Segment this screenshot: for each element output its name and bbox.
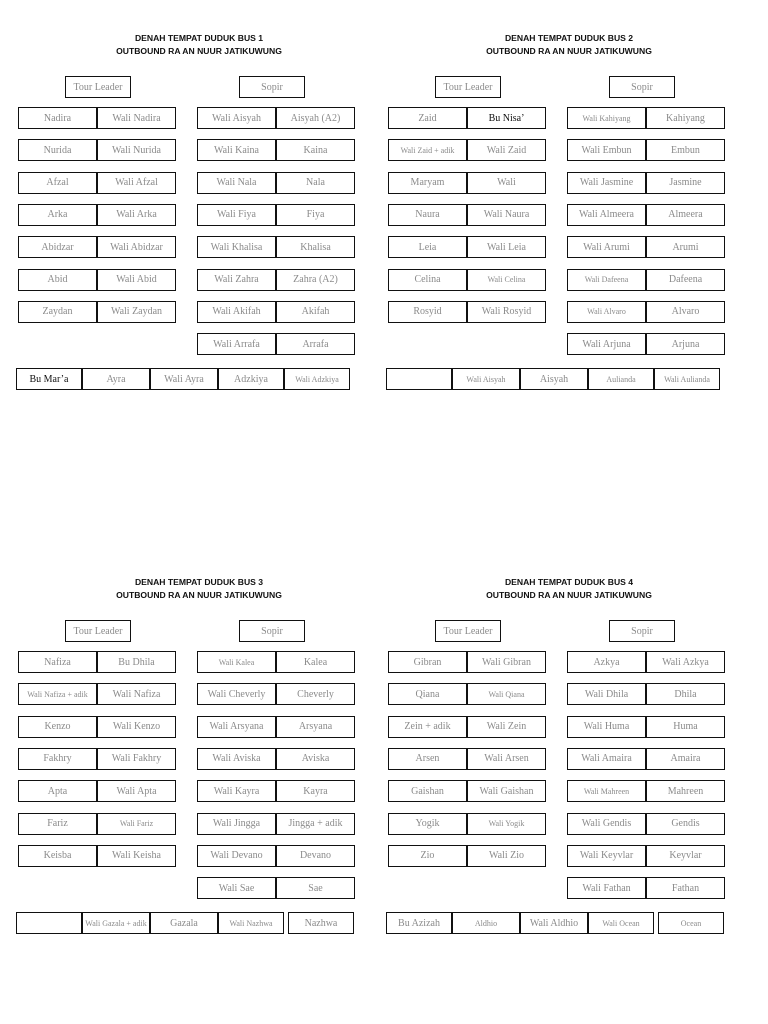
seat: Wali Gendis: [567, 813, 646, 835]
seat: Zein + adik: [388, 716, 467, 738]
seat: Wali Zaid + adik: [388, 139, 467, 161]
back-row-seat: [386, 368, 452, 390]
seat: Kalea: [276, 651, 355, 673]
seat: Nadira: [18, 107, 97, 129]
seat: Wali Gibran: [467, 651, 546, 673]
back-row-seat: Wali Ayra: [150, 368, 218, 390]
seat: Embun: [646, 139, 725, 161]
tour-leader-seat: Tour Leader: [65, 76, 131, 98]
seat: Wali Aisyah: [197, 107, 276, 129]
seat: Fathan: [646, 877, 725, 899]
seat: Zahra (A2): [276, 269, 355, 291]
seat: Wali Fakhry: [97, 748, 176, 770]
seat: Wali Yogik: [467, 813, 546, 835]
bus-subtitle: OUTBOUND RA AN NUUR JATIKUWUNG: [116, 46, 282, 56]
seat: Wali Zio: [467, 845, 546, 867]
seat: Amaira: [646, 748, 725, 770]
seat: Yogik: [388, 813, 467, 835]
seat: Apta: [18, 780, 97, 802]
seat: Kenzo: [18, 716, 97, 738]
seat: Wali Nadira: [97, 107, 176, 129]
back-row-seat: Wali Aisyah: [452, 368, 520, 390]
tour-leader-seat: Tour Leader: [435, 76, 501, 98]
seat: Wali Leia: [467, 236, 546, 258]
tour-leader-seat: Tour Leader: [435, 620, 501, 642]
bus-title: DENAH TEMPAT DUDUK BUS 1: [134, 33, 264, 43]
seat: Jingga + adik: [276, 813, 355, 835]
seat: Almeera: [646, 204, 725, 226]
seat: Wali Arsyana: [197, 716, 276, 738]
back-row-seat: Wali Nazhwa: [218, 912, 284, 934]
seat: Wali Abidzar: [97, 236, 176, 258]
seat: Cheverly: [276, 683, 355, 705]
seat: Dhila: [646, 683, 725, 705]
back-row-seat: Aulianda: [588, 368, 654, 390]
seat: Wali Fathan: [567, 877, 646, 899]
seat: Wali Abid: [97, 269, 176, 291]
seat: Devano: [276, 845, 355, 867]
seat: Wali Khalisa: [197, 236, 276, 258]
seat: Kayra: [276, 780, 355, 802]
seat: Wali Arrafa: [197, 333, 276, 355]
seat: Nala: [276, 172, 355, 194]
seat: Wali Keyvlar: [567, 845, 646, 867]
seat: Wali Cheverly: [197, 683, 276, 705]
tour-leader-seat: Tour Leader: [65, 620, 131, 642]
seat: Bu Dhila: [97, 651, 176, 673]
seat: Keyvlar: [646, 845, 725, 867]
seat: Wali Azkya: [646, 651, 725, 673]
seat: Wali Dhila: [567, 683, 646, 705]
seat: Wali Amaira: [567, 748, 646, 770]
bus-subtitle: OUTBOUND RA AN NUUR JATIKUWUNG: [116, 590, 282, 600]
back-row-seat: Ocean: [658, 912, 724, 934]
back-row-seat: Wali Aldhio: [520, 912, 588, 934]
bus-subtitle: OUTBOUND RA AN NUUR JATIKUWUNG: [486, 46, 652, 56]
seat: Khalisa: [276, 236, 355, 258]
seat: Wali Devano: [197, 845, 276, 867]
back-row-seat: Nazhwa: [288, 912, 354, 934]
seat: Wali Zein: [467, 716, 546, 738]
seat: Fiya: [276, 204, 355, 226]
seat: Wali Sae: [197, 877, 276, 899]
seat: Wali Keisha: [97, 845, 176, 867]
seat: Keisba: [18, 845, 97, 867]
seat: Wali Nafiza: [97, 683, 176, 705]
seat: Wali Almeera: [567, 204, 646, 226]
seat: Leia: [388, 236, 467, 258]
seat: Mahreen: [646, 780, 725, 802]
seat: Wali Nafiza + adik: [18, 683, 97, 705]
seat: Gaishan: [388, 780, 467, 802]
seat: Fariz: [18, 813, 97, 835]
seat: Wali Arumi: [567, 236, 646, 258]
seat: Wali Fariz: [97, 813, 176, 835]
back-row-seat: Wali Ocean: [588, 912, 654, 934]
seat: Dafeena: [646, 269, 725, 291]
seat: Arjuna: [646, 333, 725, 355]
seat: Wali Celina: [467, 269, 546, 291]
seat: Wali Afzal: [97, 172, 176, 194]
seat: Arsen: [388, 748, 467, 770]
seat: Wali Arka: [97, 204, 176, 226]
back-row-seat: Ayra: [82, 368, 150, 390]
seat: Wali Apta: [97, 780, 176, 802]
back-row-seat: Aldhio: [452, 912, 520, 934]
back-row-seat: Bu Mar’a: [16, 368, 82, 390]
seat: Azkya: [567, 651, 646, 673]
back-row-seat: [16, 912, 82, 934]
seat: Naura: [388, 204, 467, 226]
seat: Wali Zahra: [197, 269, 276, 291]
back-row-seat: Wali Gazala + adik: [82, 912, 150, 934]
bus-subtitle: OUTBOUND RA AN NUUR JATIKUWUNG: [486, 590, 652, 600]
seat: Kahiyang: [646, 107, 725, 129]
seat: Wali Kayra: [197, 780, 276, 802]
seat: Akifah: [276, 301, 355, 323]
seat: Wali Nala: [197, 172, 276, 194]
seat: Wali Zaid: [467, 139, 546, 161]
seat: Arsyana: [276, 716, 355, 738]
seat: Wali Zaydan: [97, 301, 176, 323]
seat: Arrafa: [276, 333, 355, 355]
seat: Bu Nisa’: [467, 107, 546, 129]
seat: Nurida: [18, 139, 97, 161]
back-row-seat: Bu Azizah: [386, 912, 452, 934]
seat: Wali Jingga: [197, 813, 276, 835]
seat: Wali Aviska: [197, 748, 276, 770]
back-row-seat: Wali Aulianda: [654, 368, 720, 390]
seat: Wali Kaina: [197, 139, 276, 161]
seat: Sae: [276, 877, 355, 899]
seat: Wali Huma: [567, 716, 646, 738]
driver-seat: Sopir: [609, 620, 675, 642]
driver-seat: Sopir: [609, 76, 675, 98]
seat: Afzal: [18, 172, 97, 194]
seat: Zaid: [388, 107, 467, 129]
seat: Wali Embun: [567, 139, 646, 161]
seat: Abid: [18, 269, 97, 291]
seat: Wali Jasmine: [567, 172, 646, 194]
seat: Rosyid: [388, 301, 467, 323]
driver-seat: Sopir: [239, 620, 305, 642]
back-row-seat: Wali Adzkiya: [284, 368, 350, 390]
seat: Wali Gaishan: [467, 780, 546, 802]
back-row-seat: Aisyah: [520, 368, 588, 390]
bus-title: DENAH TEMPAT DUDUK BUS 3: [134, 577, 264, 587]
seat: Gibran: [388, 651, 467, 673]
seat: Wali Akifah: [197, 301, 276, 323]
seat: Nafiza: [18, 651, 97, 673]
seat: Wali Qiana: [467, 683, 546, 705]
seat: Arumi: [646, 236, 725, 258]
seat: Wali Alvaro: [567, 301, 646, 323]
seat: Wali Fiya: [197, 204, 276, 226]
seat: Wali Arjuna: [567, 333, 646, 355]
back-row-seat: Adzkiya: [218, 368, 284, 390]
seat: Wali Mahreen: [567, 780, 646, 802]
seat: Gendis: [646, 813, 725, 835]
bus-title: DENAH TEMPAT DUDUK BUS 4: [504, 577, 634, 587]
seat: Jasmine: [646, 172, 725, 194]
seat: Celina: [388, 269, 467, 291]
seat: Aviska: [276, 748, 355, 770]
seat: Qiana: [388, 683, 467, 705]
seat: Maryam: [388, 172, 467, 194]
seat: Huma: [646, 716, 725, 738]
seat: Wali Kenzo: [97, 716, 176, 738]
seat: Wali Rosyid: [467, 301, 546, 323]
back-row-seat: Gazala: [150, 912, 218, 934]
seat: Wali: [467, 172, 546, 194]
seat: Alvaro: [646, 301, 725, 323]
seat: Arka: [18, 204, 97, 226]
seat: Zio: [388, 845, 467, 867]
seat: Wali Dafeena: [567, 269, 646, 291]
seat: Abidzar: [18, 236, 97, 258]
seat: Fakhry: [18, 748, 97, 770]
seat: Wali Kalea: [197, 651, 276, 673]
seat: Wali Arsen: [467, 748, 546, 770]
driver-seat: Sopir: [239, 76, 305, 98]
bus-title: DENAH TEMPAT DUDUK BUS 2: [504, 33, 634, 43]
seat: Wali Kahiyang: [567, 107, 646, 129]
seat: Wali Nurida: [97, 139, 176, 161]
seat: Aisyah (A2): [276, 107, 355, 129]
seat: Kaina: [276, 139, 355, 161]
seat: Zaydan: [18, 301, 97, 323]
seat: Wali Naura: [467, 204, 546, 226]
